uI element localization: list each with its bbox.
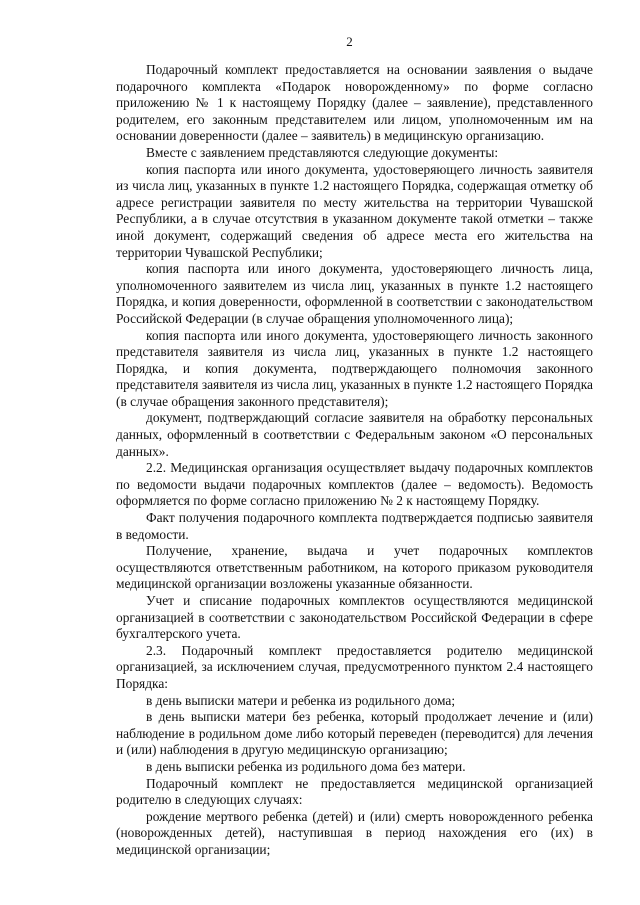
paragraph-personal-data-consent: документ, подтверждающий согласие заявителя на обработку персональных данных, оформленный в соответствии с Федеральным законом «О персональных данных». [116, 410, 593, 459]
paragraph-applicant-passport: копия паспорта или иного документа, удостоверяющего личность заявителя из числа лиц, указанных в пункте 1.2 настоящего Порядка, содержащая отметку об адресе регистрации заявителя по месту жительства на территории Чувашской Республики, а в случае отсутствия в указанном документе такой отметки – также иной документ, содержащий сведения об адресе места его жительства на территории Чувашской Республики; [116, 161, 593, 260]
paragraph-responsible-worker: Получение, хранение, выдача и учет подарочных комплектов осуществляются ответственным работником, на которого приказом руководителя медицинской организации возложены указанные обязанности. [116, 543, 593, 592]
paragraph-discharge-mother-only: в день выписки матери без ребенка, который продолжает лечение и (или) наблюдение в родильном доме либо который переведен (переводится) для лечения и (или) наблюдения в другую медицинскую организацию; [116, 709, 593, 758]
paragraph-legal-representative-passport: копия паспорта или иного документа, удостоверяющего личность законного представителя заявителя из числа лиц, указанных в пункте 1.2 настоящего Порядка, и копия документа, подтверждающего полномочия законного представителя заявителя из числа лиц, указанных в пункте 1.2 настоящего Порядка (в случае обращения законного представителя); [116, 327, 593, 409]
paragraph-receipt-signature: Факт получения подарочного комплекта подтверждается подписью заявителя в ведомости. [116, 510, 593, 542]
paragraph-section-2-3: 2.3. Подарочный комплект предоставляется родителю медицинской организацией, за исключением случая, предусмотренного пунктом 2.4 настоящего Порядка: [116, 642, 593, 691]
page-number: 2 [346, 34, 353, 49]
paragraph-section-2-2: 2.2. Медицинская организация осуществляет выдачу подарочных комплектов по ведомости выдачи подарочных комплектов (далее – ведомость). Ведомость оформляется по форме согласно приложению № 2 к настоящему Порядку. [116, 460, 593, 509]
paragraph-not-provided-cases: Подарочный комплект не предоставляется медицинской организацией родителю в следующих случаях: [116, 775, 593, 808]
paragraph-application-basis: Подарочный комплект предоставляется на основании заявления о выдаче подарочного комплекта «Подарок новорожденному» по форме согласно приложению № 1 к настоящему Порядку (далее – заявление), представленного родителем, его законным представителем или лицом, уполномоченным им на основании доверенности (далее – заявитель) в медицинскую организацию. [116, 62, 593, 144]
paragraph-authorized-person-passport: копия паспорта или иного документа, удостоверяющего личность лица, уполномоченного заявителем из числа лиц, указанных в пункте 1.2 настоящего Порядка, и копия доверенности, оформленной в соответствии с законодательством Российской Федерации (в случае обращения уполномоченного лица); [116, 261, 593, 326]
paragraph-accounting: Учет и списание подарочных комплектов осуществляются медицинской организацией в соответствии с законодательством Российской Федерации в сфере бухгалтерского учета. [116, 593, 593, 642]
paragraph-documents-intro: Вместе с заявлением представляются следующие документы: [146, 144, 499, 160]
paragraph-discharge-mother-child: в день выписки матери и ребенка из родильного дома; [146, 692, 456, 708]
paragraph-stillbirth-case: рождение мертвого ребенка (детей) и (или) смерть новорожденного ребенка (новорожденных детей), наступившая в период нахождения его (их) в медицинской организации; [116, 808, 593, 857]
paragraph-discharge-child-only: в день выписки ребенка из родильного дома без матери. [146, 758, 466, 774]
